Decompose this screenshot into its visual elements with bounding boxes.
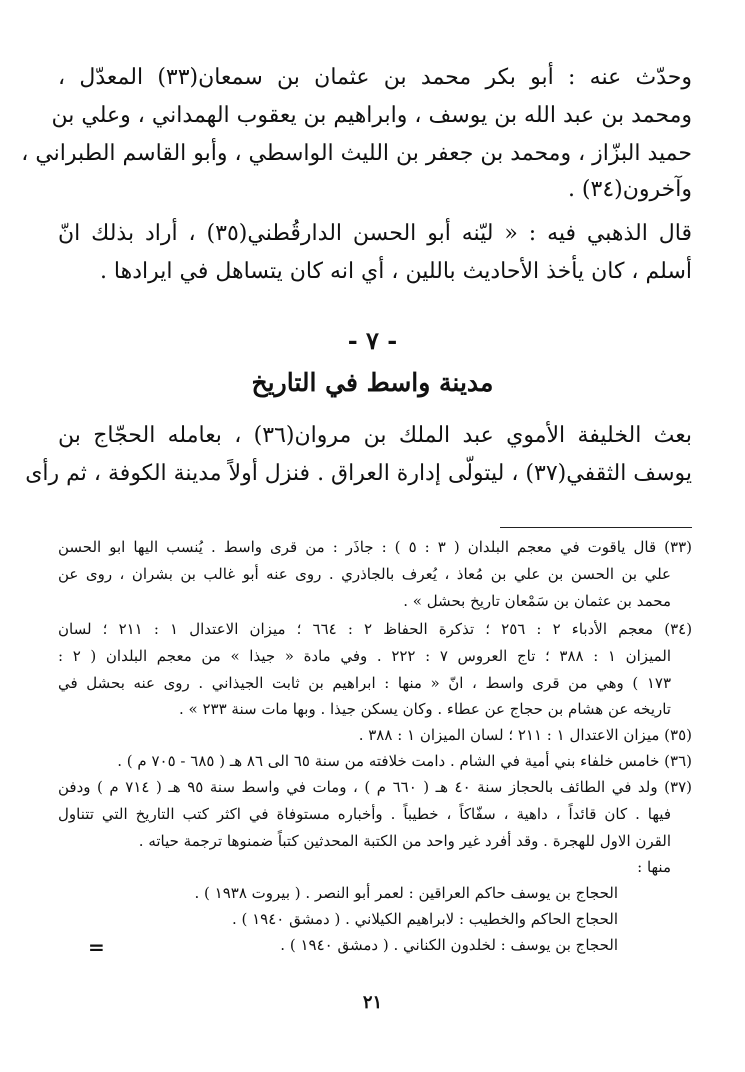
footnote-37-line-2: فيها . كان قائداً ، داهية ، سفّاكاً ، خطيباً . وأخباره مستوفاة في اكثر كتب التاريخ التي تتناول (58, 805, 671, 823)
footnote-36-line-1: (٣٦) خامس خلفاء بني أمية في الشام . دامت خلافته من سنة ٦٥ الى ٨٦ هـ ( ٦٨٥ - ٧٠٥ م ) . (117, 752, 692, 770)
footnote-34-line-4: تاريخه عن هشام بن حجاج عن عطاء . وكان يسكن جيذا . وبها مات سنة ٢٣٣ » . (178, 700, 671, 718)
section-title: مدينة واسط في التاريخ (251, 368, 494, 397)
footnote-37-line-3: القرن الاول للهجرة . وقد أفرد غير واحد من الكتبة المحدثين كتباً ضمنوها ترجمة حياته . (138, 832, 671, 850)
paragraph-1-line-1: وحدّث عنه : أبو بكر محمد بن عثمان بن سمعان(٣٣) المعدّل ، (58, 65, 692, 90)
footnote-34-line-1: (٣٤) معجم الأدباء ٢ : ٢٥٦ ؛ تذكرة الحفاظ ٢ : ٦٦٤ ؛ ميزان الاعتدال ١ : ٢١١ ؛ لسان (58, 620, 693, 638)
continuation-mark: = (88, 935, 105, 959)
paragraph-2-line-1: قال الذهبي فيه : « ليّنه أبو الحسن الدارقُطني(٣٥) ، أراد بذلك انّ (58, 221, 692, 246)
paragraph-3-line-1: بعث الخليفة الأموي عبد الملك بن مروان(٣٦) ، بعامله الحجّاج بن (58, 423, 692, 448)
book-list-item-3: الحجاج بن يوسف : لخلدون الكناني . ( دمشق ١٩٤٠ ) . (280, 936, 618, 954)
footnote-33-line-2: علي بن الحسن بن علي بن مُعاذ ، يُعرف بالجاذري . روى عنه أبو غالب بن بشران ، روى عن (58, 565, 671, 583)
section-number: - ٧ - (347, 326, 398, 355)
book-list-item-2: الحجاج الحاكم والخطيب : لابراهيم الكيلاني . ( دمشق ١٩٤٠ ) . (231, 910, 618, 928)
footnote-34-line-3: ١٧٣ ) وهي من قرى واسط ، انّ « منها : ابراهيم بن ثابت الجيذاني . روى عنه بحشل في (58, 674, 671, 692)
paragraph-2-line-2: أسلم ، كان يأخذ الأحاديث باللين ، أي انه كان يتساهل في ايرادها . (99, 259, 692, 284)
footnote-34-line-2: الميزان ١ : ٣٨٨ ؛ تاج العروس ٧ : ٢٢٢ . وفي مادة « جيذا » من معجم البلدان ( ٢ : (58, 647, 672, 665)
footnote-37-line-4: منها : (637, 858, 671, 876)
footnote-33-line-1: (٣٣) قال ياقوت في معجم البلدان ( ٣ : ٥ ) : جاذَر : من قرى واسط . يُنسب اليها ابو الحسن (58, 538, 692, 556)
paragraph-1-line-3: حميد البزّاز ، ومحمد بن جعفر بن الليث الواسطي ، وأبو القاسم الطبراني ، (21, 141, 692, 166)
footnote-37-line-1: (٣٧) ولد في الطائف بالحجاز سنة ٤٠ هـ ( ٦٦٠ م ) ، ومات في واسط سنة ٩٥ هـ ( ٧١٤ م ) ودفن (58, 778, 692, 796)
footnote-33-line-3: محمد بن عثمان بن سَمْعان تاريخ بحشل » . (403, 592, 671, 610)
paragraph-1-line-2: ومحمد بن عبد الله بن يوسف ، وابراهيم بن يعقوب الهمداني ، وعلي بن (51, 103, 692, 128)
footnote-35-line-1: (٣٥) ميزان الاعتدال ١ : ٢١١ ؛ لسان الميزان ١ : ٣٨٨ . (358, 726, 692, 744)
footnote-divider (500, 527, 692, 528)
paragraph-3-line-2: يوسف الثقفي(٣٧) ، ليتولّى إدارة العراق . فنزل أولاً مدينة الكوفة ، ثم رأى (25, 461, 692, 486)
book-list-item-1: الحجاج بن يوسف حاكم العراقين : لعمر أبو النصر . ( بيروت ١٩٣٨ ) . (194, 884, 618, 902)
paragraph-1-line-4: وآخرون(٣٤) . (567, 177, 692, 202)
page-number: ٢١ (362, 992, 383, 1013)
